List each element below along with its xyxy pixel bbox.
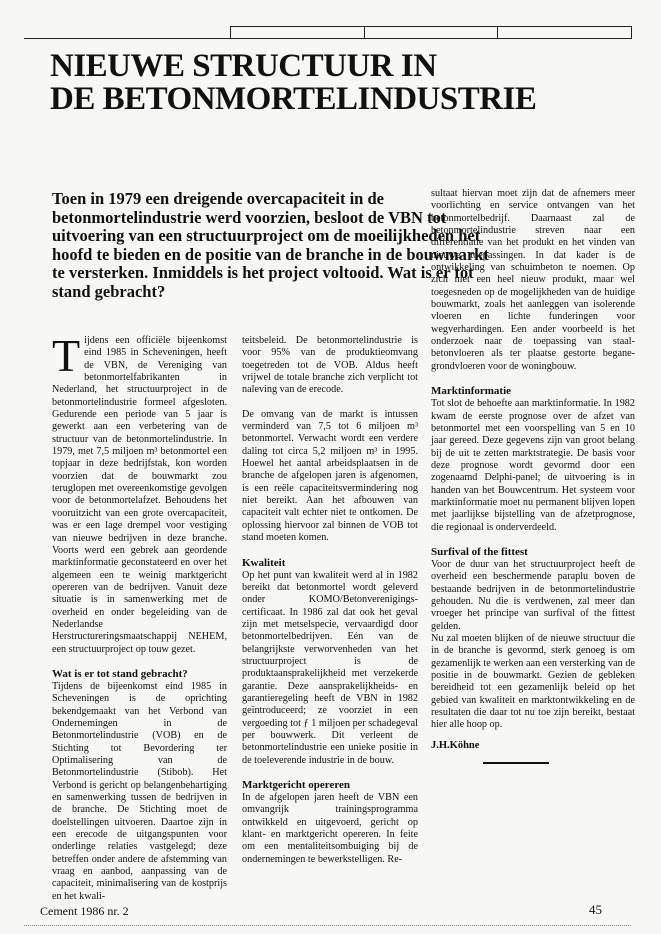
paragraph: Nu zal moeten blijken of de nieuwe structuur die in de branche is gevormd, sterk genoeg is om gezamenlijk te werken aan een versterking van de positie in de bouwmarkt. Gezien de gebleken bereidheid tot een gezamenlijk beleid op het gebied van kwaliteit en marktontwikkeling en de resultaten die daar tot nu toe zijn bereikt, bestaat hier alle hoop op.: [431, 633, 635, 731]
paragraph: De omvang van de markt is intussen verminderd van 7,5 tot 6 miljoen m³ betonmortel. Verwacht wordt een verdere daling tot circa 5,2 miljoen m³ in 1995. Hoewel het aantal arbeidsplaatsen in de branche de afgelopen jaren is afgenomen, is een reële capaciteitsvermindering nog niet bereikt. Aan het afbouwen van capaciteit valt echter niet te ontkomen. De oplossing hiervoor zal binnen de VOB tot stand moeten komen.: [242, 408, 418, 544]
paragraph: Voor de duur van het structuurproject heeft de overheid een beschermende paraplu boven de bestaande bedrijven in de betonmortelindustrie gehouden. Nu die is verdwenen, zal meer dan vroeger het principe van surfival of the fittest gelden.: [431, 558, 635, 632]
paragraph: Tijdens de bijeenkomst eind 1985 in Scheveningen is de oprichting bekendgemaakt van het Verbond van Ondernemingen in de Betonmortelindustrie (VOB) en de Stichting tot Bevordering ter Optimalisering van de Betonmortelindustrie (Stibob). Het Verbond is gericht op belangenbehartiging en samenwerking tussen de bedrijven in de branche. De Stichting moet de doelstellingen uitvoeren. Daartoe zijn in een erecode de uitgangspunten voor onderlinge relaties vastgelegd; deze betreffen onder andere de afstemming van vraag en aanbod, aanpassing van de capaciteit, minimalisering van de kostprijs en het kwali-: [52, 680, 227, 902]
paragraph: Tijdens een officiële bijeenkomst eind 1985 in Scheveningen, heeft de VBN, de Vereniging van betonmortelfabrikanten in Nederland, het structuurproject in de betonmortelindustrie formeel afgesloten. Gedurende een periode van 5 jaar is gewerkt aan een verbetering van de structuur van de betonmortelindustrie. In 1979, met 7,5 miljoen m³ betonmortel een topjaar in deze bedrijfstak, kon worden voorzien dat de bouwmarkt zou teruglopen met overeenkomstige gevolgen voor de betonmortelafzet. Behoudens het vooruitzicht van een grote overcapaciteit, was er een lage drempel voor vestiging van nieuwe bedrijven in deze branche. Voorts werd een gebrek aan geordende marktinformatie geconstateerd en over het algemeen een te weinig marktgericht opereren van de bedrijven. Vanuit deze situatie is in samenwerking met de overheid en onder begeleiding van de Nederlandse Herstructureringsmaatschappij NEHEM, een structuurproject op touw gezet.: [52, 330, 227, 655]
drop-cap: T: [52, 330, 81, 381]
author-signature: J.H.Köhne: [431, 739, 480, 751]
column-2: [242, 335, 418, 866]
paragraph: In de afgelopen jaren heeft de VBN een omvangrijk trainingsprogramma ontwikkeld en uitgevoerd, gericht op klant- en marktgericht opereren. In feite om een mentaliteitsombuiging bij de ondernemingen te bewerkstelligen. Re-: [242, 792, 418, 865]
header-rule: [24, 38, 631, 39]
section-heading: Kwaliteit: [242, 556, 286, 569]
section-heading: Marktinformatie: [431, 385, 512, 398]
section-heading: Surfival of the fittest: [431, 545, 528, 558]
article-intro: Toen in 1979 een dreigende overcapaciteit in de betonmortelindustrie werd voorzien, besloot de VBN tot uitvoering van een structuurproject om de moeilijkheden het hoofd te bieden en de positie van de branche in de bouwmarkt te versterken. Inmiddels is het project voltooid. Wat is er tot stand gebracht?: [52, 189, 489, 301]
article-title: NIEUWE STRUCTUUR IN DE BETONMORTELINDUSTRIE: [50, 48, 537, 117]
page-number: 45: [589, 902, 602, 917]
section-heading: Marktgericht opereren: [242, 779, 351, 791]
signature-rule: [483, 762, 549, 764]
magazine-issue: Cement 1986 nr. 2: [40, 904, 129, 918]
paragraph: sultaat hiervan moet zijn dat de afnemers meer voorlichting en service ontvangen van het betonmortelbedrijf. Daarnaast zal de betonmortelindustrie streven naar een differentiatie van het produkt en het vinden van nieuwe toepassingen. In dat kader is de ontwikkeling van schuimbeton te noemen. Op zich niet een heel nieuw produkt, maar wel toegesneden op de mogelijkheden van de huidige bouwmarkt, zoals het aanleggen van isolerende vloeren en lichte funderingen voor wegverhardingen. Een ander voorbeeld is het onderzoek naar de toepassing van staal-betonvloeren als ter plaatse gestorte begane-grondvloeren voor de woningbouw.: [431, 188, 635, 372]
section-heading: Wat is er tot stand gebracht?: [52, 667, 188, 680]
column-1: [52, 330, 227, 903]
paragraph: Tot slot de behoefte aan marktinformatie. In 1982 kwam de eerste prognose over de afzet van betonmortel met een voorspelling van 5 en 10 jaar gereed. Deze gegevens zijn van groot belang bij de uit te zetten marktstrategie. De basis voor deze prognose wordt gevormd door een zogenaamd Delphi-panel; de uitvoering is in handen van het Bouwcentrum. Het systeem voor marktinformatie moet nu permanent blijven lopen met jaarlijkse bijstelling van de afzetprognose, die regionaal is onderverdeeld.: [431, 398, 635, 533]
paragraph: Op het punt van kwaliteit werd al in 1982 bereikt dat betonmortel wordt geleverd onder KOMO/Betonverenigings-certificaat. In 1986 zal dat ook het geval zijn met metselspecie, vervaardigd door betonmortelbedrijven. Eén van de belangrijkste verworvenheden van het structuurproject is de produktaansprakelijkheid met verzekerde garantie. Deze aansprakelijkheids- en garantieregeling heeft de VBN in 1982 geïntroduceerd; ze voorziet in een vergoeding tot ƒ 1 miljoen per schadegeval per bouwwerk. Dit verleent de betonmortelindustrie een unieke positie in de toeleverende industrie in de bouw.: [242, 569, 418, 766]
column-3: [431, 188, 635, 764]
footer-rule: [24, 925, 631, 926]
paragraph: teitsbeleid. De betonmortelindustrie is voor 95% van de produktieomvang toegetreden tot de VOB. Aldus heeft vrijwel de totale branche zich verplicht tot naleving van de erecode.: [242, 335, 418, 396]
